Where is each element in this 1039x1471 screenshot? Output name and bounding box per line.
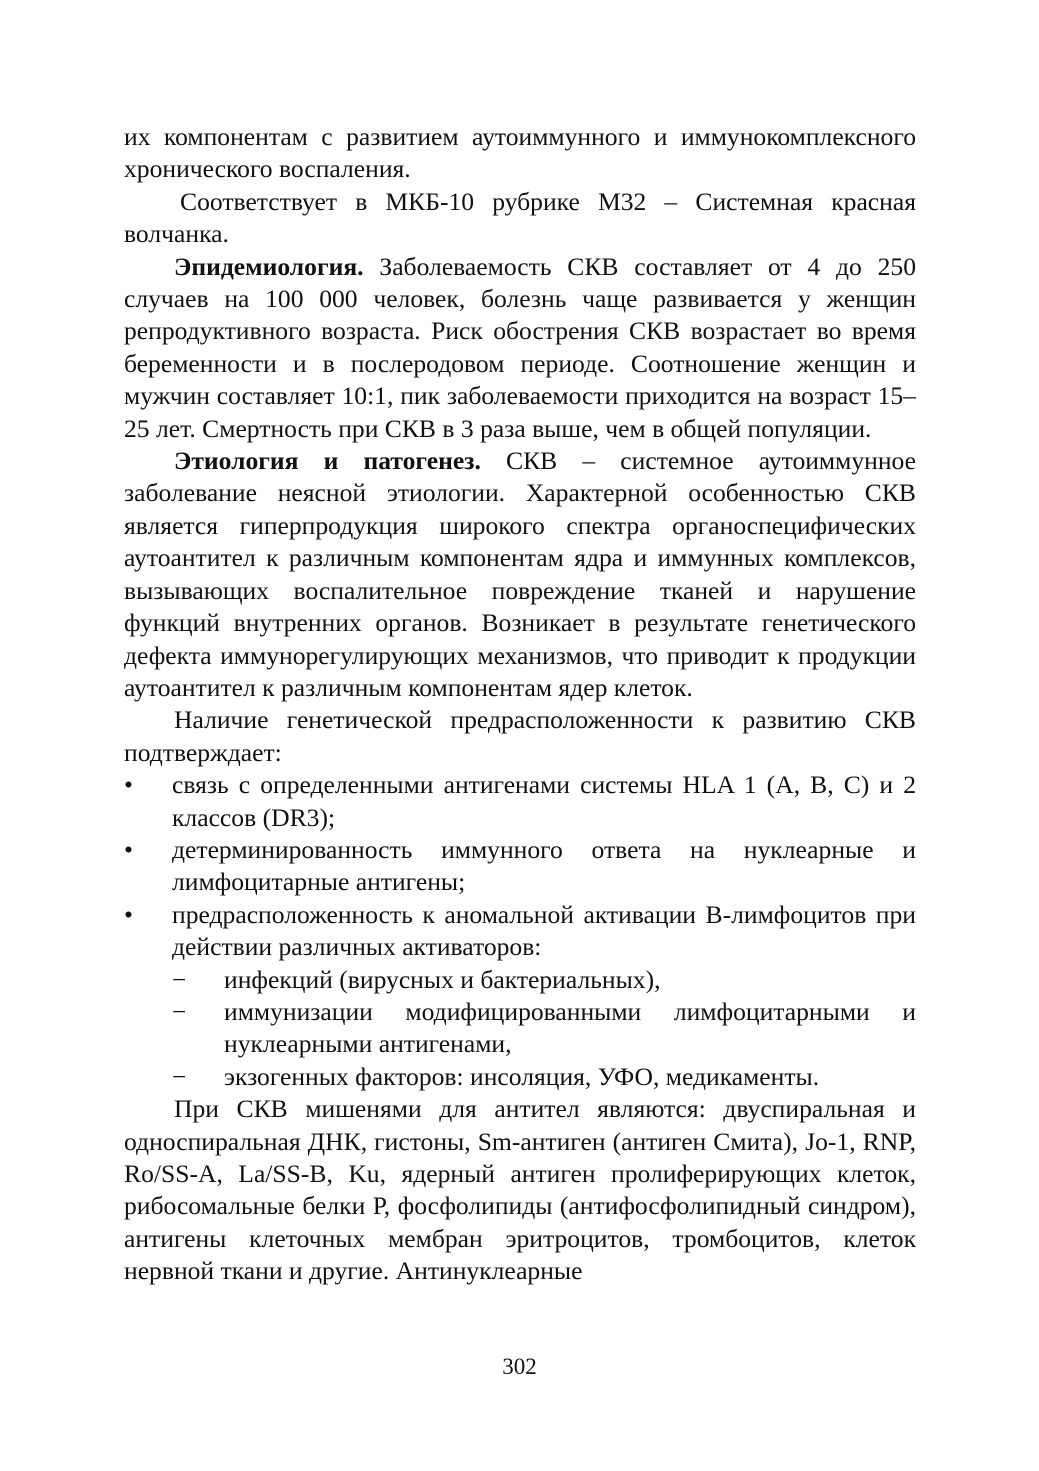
heading-etiology: Этиология и патогенез. bbox=[174, 446, 481, 476]
dash-text: инфекций (вирусных и бактериальных), bbox=[224, 964, 661, 994]
bullet-marker: • bbox=[124, 770, 133, 800]
paragraph-continuation: их компонентам с развитием аутоиммунного и иммунокомплексного хронического воспаления. bbox=[124, 122, 916, 184]
bullet-text: предрасположенность к аномальной активации В-лимфоцитов при действии различных активаторов: bbox=[172, 899, 916, 962]
paragraph-etiology bbox=[124, 445, 916, 704]
dash-item bbox=[172, 964, 916, 996]
dash-text: иммунизации модифицированными лимфоцитарными и нуклеарными антигенами, bbox=[224, 996, 916, 1059]
bullet-item bbox=[124, 834, 916, 899]
bullet-text: детерминированность иммунного ответа на нуклеарные и лимфоцитарные антигены; bbox=[172, 834, 916, 897]
dash-marker: − bbox=[172, 1061, 187, 1091]
dash-marker: − bbox=[172, 964, 187, 994]
bullet-marker: • bbox=[124, 834, 133, 864]
page-number: 302 bbox=[502, 1354, 537, 1379]
bullet-item bbox=[124, 899, 916, 964]
paragraph-genetic-predisposition: Наличие генетической предрасположенности к развитию СКВ подтверждает: bbox=[124, 705, 916, 767]
page-body bbox=[124, 121, 916, 1288]
paragraph-antibody-targets: При СКВ мишенями для антител являются: двуспиральная и односпиральная ДНК, гистоны, Sm-антиген (антиген Смита), Jo-1, RNP, Ro/SS-A, La/SS-B, Ku, ядерный антиген пролиферирующих клеток, рибосомальные белки Р, фосфолипиды (антифосфолипидный синдром), антигены клеточных мембран эритроцитов, тромбоцитов, клеток нервной ткани и другие. Антинуклеарные bbox=[124, 1094, 916, 1286]
paragraph-epidemiology bbox=[124, 251, 916, 445]
dash-item bbox=[172, 1061, 916, 1093]
dash-text: экзогенных факторов: инсоляция, УФО, медикаменты. bbox=[224, 1061, 820, 1091]
epidemiology-text: Заболеваемость СКВ составляет от 4 до 250 случаев на 100 000 человек, болезнь чаще развивается у женщин репродуктивного возраста. Риск обострения СКВ возрастает во время беременности и в послеродовом периоде. Соотношение женщин и мужчин составляет 10:1, пик заболеваемости приходится на возраст 15–25 лет. Смертность при СКВ в 3 раза выше, чем в общей популяции. bbox=[124, 251, 916, 443]
dash-item bbox=[172, 996, 916, 1061]
paragraph-icd-code: Соответствует в МКБ-10 рубрике М32 – Системная красная волчанка. bbox=[124, 186, 916, 249]
bullet-list bbox=[124, 769, 916, 963]
dash-marker: − bbox=[172, 996, 187, 1026]
bullet-marker: • bbox=[124, 899, 133, 929]
bullet-text: связь с определенными антигенами системы HLA 1 (А, В, С) и 2 классов (DR3); bbox=[172, 770, 916, 832]
heading-epidemiology: Эпидемиология. bbox=[174, 251, 364, 281]
bullet-item bbox=[124, 769, 916, 834]
etiology-text: СКВ – системное аутоиммунное заболевание неясной этиологии. Характерной особенностью СКВ является гиперпродукция широкого спектра органоспецифических аутоантител к различным компонентам ядра и иммунных комплексов, вызывающих воспалительное повреждение тканей и нарушение функций внутренних органов. Возникает в результате генетического дефекта иммунорегулирующих механизмов, что приводит к продукции аутоантител к различным компонентам ядер клеток. bbox=[124, 446, 916, 702]
dash-list bbox=[124, 964, 916, 1094]
